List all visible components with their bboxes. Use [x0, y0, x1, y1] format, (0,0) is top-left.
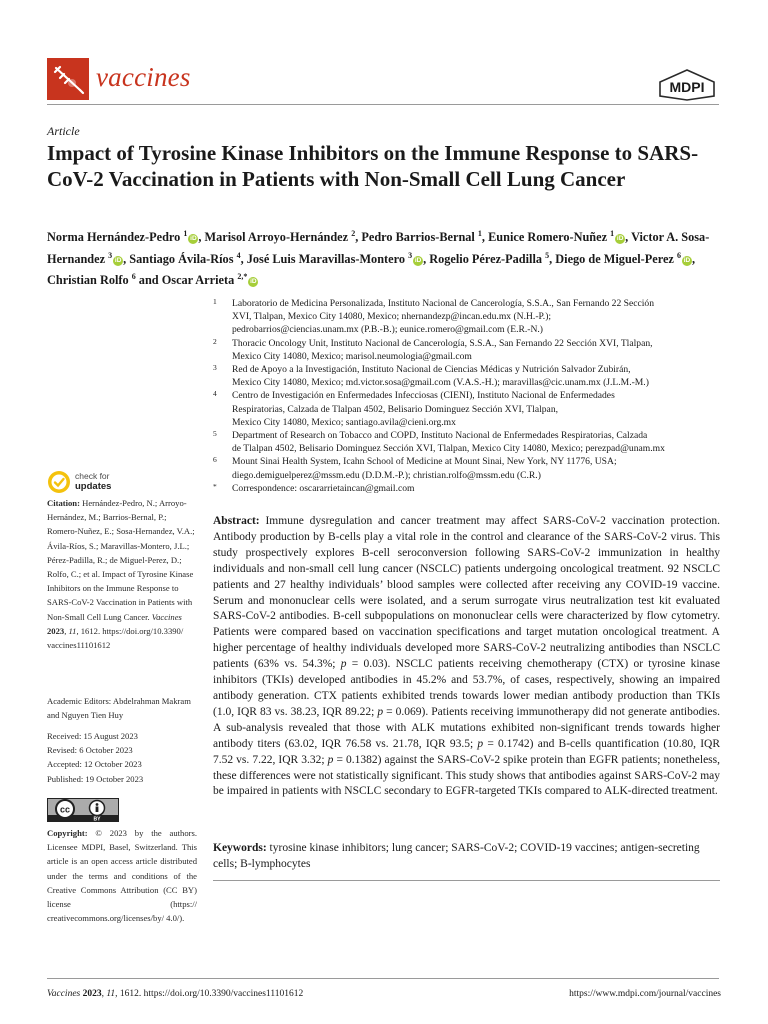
citation-year: 2023: [47, 625, 65, 636]
cc-by-license-icon[interactable]: [47, 798, 119, 822]
affiliation-number: 4: [213, 389, 217, 399]
author-list: [47, 225, 747, 290]
author-name: Oscar Arrieta: [161, 273, 235, 288]
author-separator: ,: [123, 251, 130, 266]
footer-year: 2023: [82, 989, 102, 999]
abstract-p-symbol: p: [377, 705, 384, 718]
abstract-text: = 0.03). NSCLC patients receiving chemotherapy (CTX) or tyrosine kinase inhibitors (TKIs) developed antibodies in 45.2% and 53.7%, of cases, respectively, showing an impaired antibody generation. CTX patients exhibited trends towards lower median antibody production than TKIs (1.0, IQR 83 vs. 38.23, IQR 89.22;: [213, 658, 720, 718]
header-rule: [47, 104, 719, 105]
abstract-text: Immune dysregulation and cancer treatment may affect SARS-CoV-2 vaccination protection. Antibody production by B-cells play a vital role in the control and clearance of the SARS-CoV-2 virus. This study prospectively explores B-cell seroconversion following SARS-CoV-2 immunization in healthy individuals and non-small cell lung cancer (NSCLC) patients undergoing oncological treatment. 92 NSCLC patients and 27 healthy individuals’ blood samples were collected after receiving any COVID-19 vaccine. Serum and mononuclear cells were isolated, and a serum surrogate virus neutralization test kit evaluated SARS-CoV-2 antibodies. B-cell subpopulations on mononuclear cells were characterized by flow cytometry. Patients were compared based on vaccination specifications and target mutation oncological treatment. A higher percentage of healthy individuals developed more SARS-CoV-2 neutralizing antibodies than NSCLC patients (63% vs. 54.3%;: [213, 515, 721, 671]
affiliation-item: [213, 389, 728, 429]
orcid-icon[interactable]: iD: [250, 278, 257, 286]
affiliation-number: 5: [213, 429, 217, 439]
date-published: Published: 19 October 2023: [47, 773, 144, 784]
author-separator: ,: [691, 251, 696, 266]
footer-journal: Vaccines: [47, 989, 81, 999]
orcid-icon[interactable]: iD: [616, 235, 624, 243]
svg-text:BY: BY: [93, 816, 101, 822]
affiliation-number: 2: [213, 336, 217, 346]
author-name: Marisol Arroyo-Hernández: [204, 230, 349, 245]
author-name: Norma Hernández-Pedro: [47, 230, 181, 245]
author-affiliation-number: 1: [477, 229, 482, 238]
vaccines-logo: [47, 58, 89, 100]
abstract-label: Abstract:: [213, 515, 260, 527]
author-separator: ,: [549, 251, 556, 266]
affiliation-item: [213, 337, 728, 363]
author-name: José Luis Maravillas-Montero: [246, 251, 405, 266]
affiliation-line: Mexico City 14080, Mexico; santiago.avila@cieni.org.mx: [232, 416, 456, 428]
keywords: [213, 841, 720, 873]
citation-label: Citation:: [47, 498, 80, 508]
svg-text:cc: cc: [59, 804, 71, 815]
author-name: Rogelio Pérez-Padilla: [429, 251, 543, 266]
affiliation-number: *: [213, 481, 217, 491]
footer-volume: 11: [106, 989, 116, 999]
affiliation-line: Centro de Investigación en Enfermedades Infecciosas (CIENI), Instituto Nacional de Enfermedades: [232, 390, 615, 402]
author-name: Pedro Barrios-Bernal: [361, 230, 475, 245]
author-separator: ,: [625, 230, 632, 245]
journal-name: vaccines: [96, 62, 191, 92]
page-title: Impact of Tyrosine Kinase Inhibitors on the Immune Response to SARS-CoV-2 Vaccination in Patients with Non-Small Cell Lung Cancer: [47, 141, 699, 191]
affiliation-line: Laboratorio de Medicina Personalizada, Instituto Nacional de Cancerología, S.S.A., San Fernando 22 Sección: [232, 298, 655, 309]
author-name: Diego de Miguel-Perez: [555, 251, 674, 266]
author-affiliation-number: 6: [131, 272, 136, 282]
mdpi-logo: [656, 69, 718, 101]
affiliation-item: [213, 297, 728, 337]
affiliation-number: 1: [213, 297, 217, 306]
affiliation-line: Mexico City 14080, Mexico; marisol.neumologia@gmail.com: [232, 350, 472, 362]
affiliation-line: diego.demiguelperez@mssm.edu (D.D.M.-P.); christian.rolfo@mssm.edu (C.R.): [232, 469, 541, 481]
abstract-p-symbol: p: [327, 753, 334, 766]
author-name: Santiago Ávila-Ríos: [129, 251, 234, 266]
keywords-label: Keywords:: [213, 842, 267, 854]
keywords-text: tyrosine kinase inhibitors; lung cancer; SARS-CoV-2; COVID-19 vaccines; antigen-secreting cells; B-lymphocytes: [213, 842, 700, 870]
author-affiliation-number: 1: [610, 229, 615, 238]
abstract-p-symbol: p: [340, 658, 347, 671]
author-name: Eunice Romero-Nuñez: [488, 230, 608, 245]
copyright-label: Copyright:: [47, 828, 88, 838]
citation-volume: 11: [68, 625, 77, 636]
affiliation-line: Respiratorias, Calzada de Tlalpan 4502, Belisario Dominguez Sección XVI, Tlalpan,: [232, 403, 559, 415]
affiliation-line: Correspondence: oscararrietaincan@gmail.com: [232, 482, 415, 494]
publisher-name: MDPI: [669, 79, 705, 95]
affiliation-item: [213, 482, 728, 495]
copyright-text: © 2023 by the authors. Licensee MDPI, Basel, Switzerland. This article is an open access article distributed under the terms and conditions of the Creative Commons Attribution (CC BY) license (https:// creativecommons.org/licenses/by/ 4.0/).: [47, 828, 197, 924]
author-affiliation-number: 6: [676, 250, 681, 260]
affiliation-line: Department of Research on Tobacco and COPD, Instituto Nacional de Enfermedades Respiratorias, Calzada: [232, 430, 648, 442]
abstract-text: = 0.069). Patients receiving immunotherapy did not generate antibodies. A sub-analysis revealed that those with ALK mutations exhibited non-significant trends towards higher antibody titers (63.02, IQR 76.58 vs. 21.78, IQR 93.5;: [213, 705, 720, 750]
citation: Citation: Hernández-Pedro, N.; Arroyo-Hernández, M.; Barrios-Bernal, P.; Romero-Nuñez, E.; Sosa-Hernandez, V.A.; Ávila-Ríos, S.; Maravillas-Montero, J.L.; Pérez-Padilla, R.; de Miguel-Perez, D.; Rolfo, C.; et al. Impact of Tyrosine Kinase Inhibitors on the Immune Response to SARS-CoV-2 Vaccination in Patients with Non-Small Cell Lung Cancer. Vaccines 2023, 11, 1612. https://doi.org/10.3390/ vaccines11101612: [47, 498, 195, 651]
author-name: Christian Rolfo: [47, 273, 129, 288]
orcid-icon[interactable]: iD: [683, 256, 691, 264]
date-accepted: Accepted: 12 October 2023: [47, 759, 142, 770]
citation-doi[interactable]: , 1612. https://doi.org/10.3390/ vaccines11101612: [47, 625, 184, 651]
check-updates-icon: [47, 470, 71, 494]
footer-citation: Vaccines 2023, 11, 1612. https://doi.org/10.3390/vaccines11101612: [47, 989, 304, 999]
orcid-icon[interactable]: iD: [190, 235, 197, 243]
footer-journal-url[interactable]: https://www.mdpi.com/journal/vaccines: [569, 989, 721, 999]
check-for-updates-button[interactable]: [47, 470, 137, 496]
author-separator: ,: [240, 251, 247, 266]
date-revised: Revised: 6 October 2023: [47, 745, 133, 756]
citation-text: Hernández-Pedro, N.; Arroyo-Hernández, M.; Barrios-Bernal, P.; Romero-Nuñez, E.; Sosa-Hernandez, V.A.; Ávila-Ríos, S.; Maravillas-Montero, J.L.; Pérez-Padilla, R.; de Miguel-Perez, D.; Rolfo, C.; et al. Impact of Tyrosine Kinase Inhibitors on the Immune Response to SARS-CoV-2 Vaccination in Patients with Non-Small Cell Lung Cancer.: [47, 498, 195, 622]
author-affiliation-number: 3: [408, 250, 413, 260]
check-updates-line2: updates: [75, 481, 112, 492]
author-affiliation-number: 2,*: [237, 272, 248, 282]
date-received: Received: 15 August 2023: [47, 731, 138, 741]
abstract: [213, 514, 720, 800]
affiliation-line: Mount Sinai Health System, Icahn School of Medicine at Mount Sinai, New York, NY 11776, USA;: [232, 456, 617, 468]
abstract-text: = 0.1382) against the SARS-CoV-2 spike protein than EGFR patients; nonetheless, these differences were not statistically significant. This study shows that antibodies against SARS-CoV-2 may be impaired in patients with NSCLC secondary to EGFR-targeted TKIs compared to ALK-directed treatment.: [213, 753, 720, 798]
footer-rule: [47, 978, 719, 979]
abstract-text: = 0.1742) and B-cells quantification (10.80, IQR 7.52 vs. 7.22, IQR 3.32;: [213, 737, 720, 766]
author-separator: ,: [355, 230, 362, 245]
author-separator: ,: [423, 251, 430, 266]
affiliation-line: XVI, Tlalpan, Mexico City 14080, Mexico; nhernandezp@incan.edu.mx (N.H.-P.);: [232, 311, 552, 323]
author-separator: ,: [198, 230, 205, 245]
author-name: Victor A. Sosa-Hernandez: [47, 230, 710, 266]
author-affiliation-number: 1: [183, 229, 188, 238]
affiliation-line: pedrobarrios@ciencias.unam.mx (P.B.-B.); eunice.romero@gmail.com (E.R.-N.): [232, 324, 543, 336]
author-affiliation-number: 4: [236, 250, 241, 260]
affiliation-item: [213, 455, 728, 481]
academic-editors: Academic Editors: Abdelrahman Makram and Nguyen Tien Huy: [47, 696, 191, 721]
citation-journal: Vaccines: [151, 611, 182, 622]
author-affiliation-number: 3: [108, 250, 113, 260]
author-affiliation-number: 5: [545, 250, 550, 260]
affiliations: [213, 297, 728, 495]
keywords-rule: [213, 880, 720, 881]
affiliation-line: Mexico City 14080, Mexico; md.victor.sosa@gmail.com (V.A.S.-H.); maravillas@cic.unam.mx (J.L.M.-M.): [232, 377, 649, 389]
author-affiliation-number: 2: [351, 229, 356, 238]
check-updates-line1: check for: [75, 471, 110, 481]
affiliation-number: 6: [213, 455, 217, 465]
affiliation-item: [213, 429, 728, 455]
affiliation-line: Red de Apoyo a la Investigación, Instituto Nacional de Ciencias Médicas y Nutrición Salvador Zubirán,: [232, 364, 631, 376]
article-type: Article: [47, 124, 80, 138]
affiliation-item: [213, 363, 728, 389]
orcid-icon[interactable]: iD: [114, 256, 122, 264]
affiliation-line: Thoracic Oncology Unit, Instituto Nacional de Cancerología, S.S.A., San Fernando 22 Sección XVI, Tlalpan,: [232, 337, 653, 349]
affiliation-number: 3: [213, 363, 217, 373]
copyright-notice: [47, 826, 197, 925]
author-separator: ,: [481, 230, 489, 245]
publication-dates: [47, 729, 197, 786]
orcid-icon[interactable]: iD: [414, 256, 422, 264]
affiliation-line: de Tlalpan 4502, Belisario Dominguez Sección XVI, Tlalpan, Mexico City 14080, Mexico; perezpad@unam.mx: [232, 443, 665, 455]
footer-doi[interactable]: , 1612. https://doi.org/10.3390/vaccines11101612: [115, 989, 304, 999]
abstract-p-symbol: p: [477, 737, 484, 750]
author-separator: and: [135, 273, 162, 288]
